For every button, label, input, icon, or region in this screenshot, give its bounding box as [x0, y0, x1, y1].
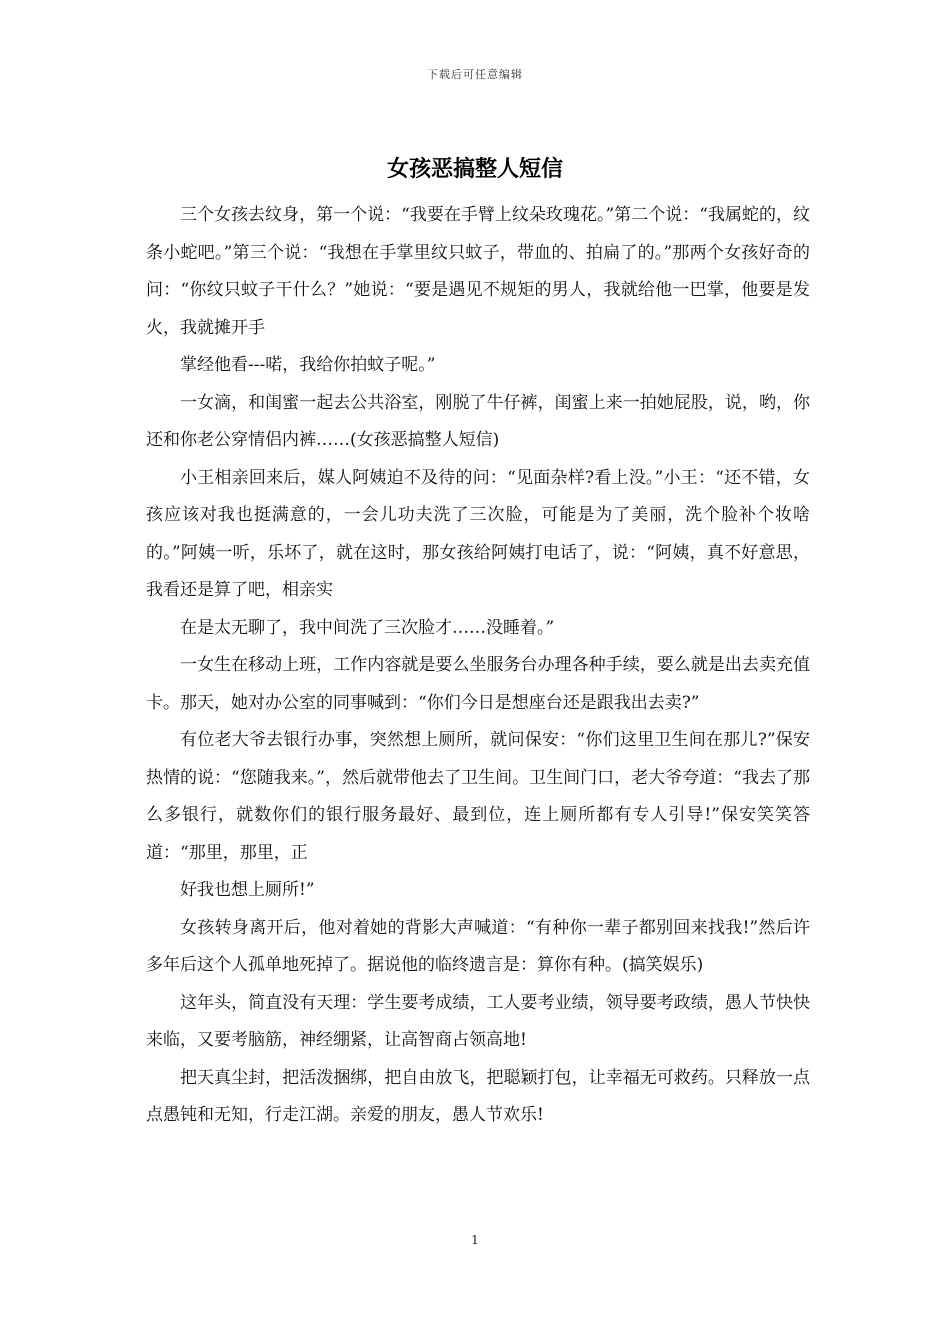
paragraph: 这年头，简直没有天理：学生要考成绩，工人要考业绩，领导要考政绩，愚人节快快来临，又要考脑筋，神经绷紧，让高智商占领高地!: [146, 992, 810, 1050]
document-title: 女孩恶搞整人短信: [386, 156, 563, 182]
paragraph: 在是太无聊了，我中间洗了三次脸才……没睡着。”: [180, 617, 555, 638]
paragraph: 好我也想上厕所!”: [180, 880, 315, 900]
paragraph: 掌经他看---喏，我给你拍蚊子呢。”: [180, 355, 436, 375]
document-body: [146, 197, 810, 1135]
paragraph: 三个女孩去纹身，第一个说：“我要在手臂上纹朵玫瑰花。”第二个说：“我属蛇的，纹条小蛇吧。”第三个说：“我想在手掌里纹只蚊子，带血的、拍扁了的。”那两个女孩好奇的问：“你纹只蚊子干什么？”她说：“要是遇见不规矩的男人，我就给他一巴掌，他要是发火，我就摊开手: [146, 205, 810, 338]
paragraph: 女孩转身离开后，他对着她的背影大声喊道：“有种你一辈子都别回来找我!”然后许多年后这个人孤单地死掉了。据说他的临终遗言是：算你有种。(搞笑娱乐): [146, 917, 810, 975]
paragraph: 有位老大爷去银行办事，突然想上厕所，就问保安：“你们这里卫生间在那儿?”保安热情的说：“您随我来。”，然后就带他去了卫生间。卫生间门口，老大爷夸道：“我去了那么多银行，就数你们的银行服务最好、最到位，连上厕所都有专人引导!”保安笑笑答道：“那里，那里，正: [146, 730, 810, 863]
page-number: 1: [471, 1233, 479, 1247]
paragraph: 一女生在移动上班，工作内容就是要么坐服务台办理各种手续，要么就是出去卖充值卡。那天，她对办公室的同事喊到：“你们今日是想座台还是跟我出去卖?”: [146, 655, 810, 713]
paragraph: 把天真尘封，把活泼捆绑，把自由放飞，把聪颖打包，让幸福无可救药。只释放一点点愚钝和无知，行走江湖。亲爱的朋友，愚人节欢乐!: [146, 1067, 810, 1125]
header-note: 下载后可任意编辑: [427, 68, 523, 81]
paragraph: 小王相亲回来后，媒人阿姨迫不及待的问：“见面杂样?看上没。”小王：“还不错，女孩应该对我也挺满意的，一会儿功夫洗了三次脸，可能是为了美丽，洗个脸补个妆啥的。”阿姨一听，乐坏了，就在这时，那女孩给阿姨打电话了，说：“阿姨，真不好意思，我看还是算了吧，相亲实: [146, 467, 810, 600]
paragraph: 一女滴，和闺蜜一起去公共浴室，刚脱了牛仔裤，闺蜜上来一拍她屁股，说，哟，你还和你老公穿情侣内裤……(女孩恶搞整人短信): [146, 392, 810, 450]
